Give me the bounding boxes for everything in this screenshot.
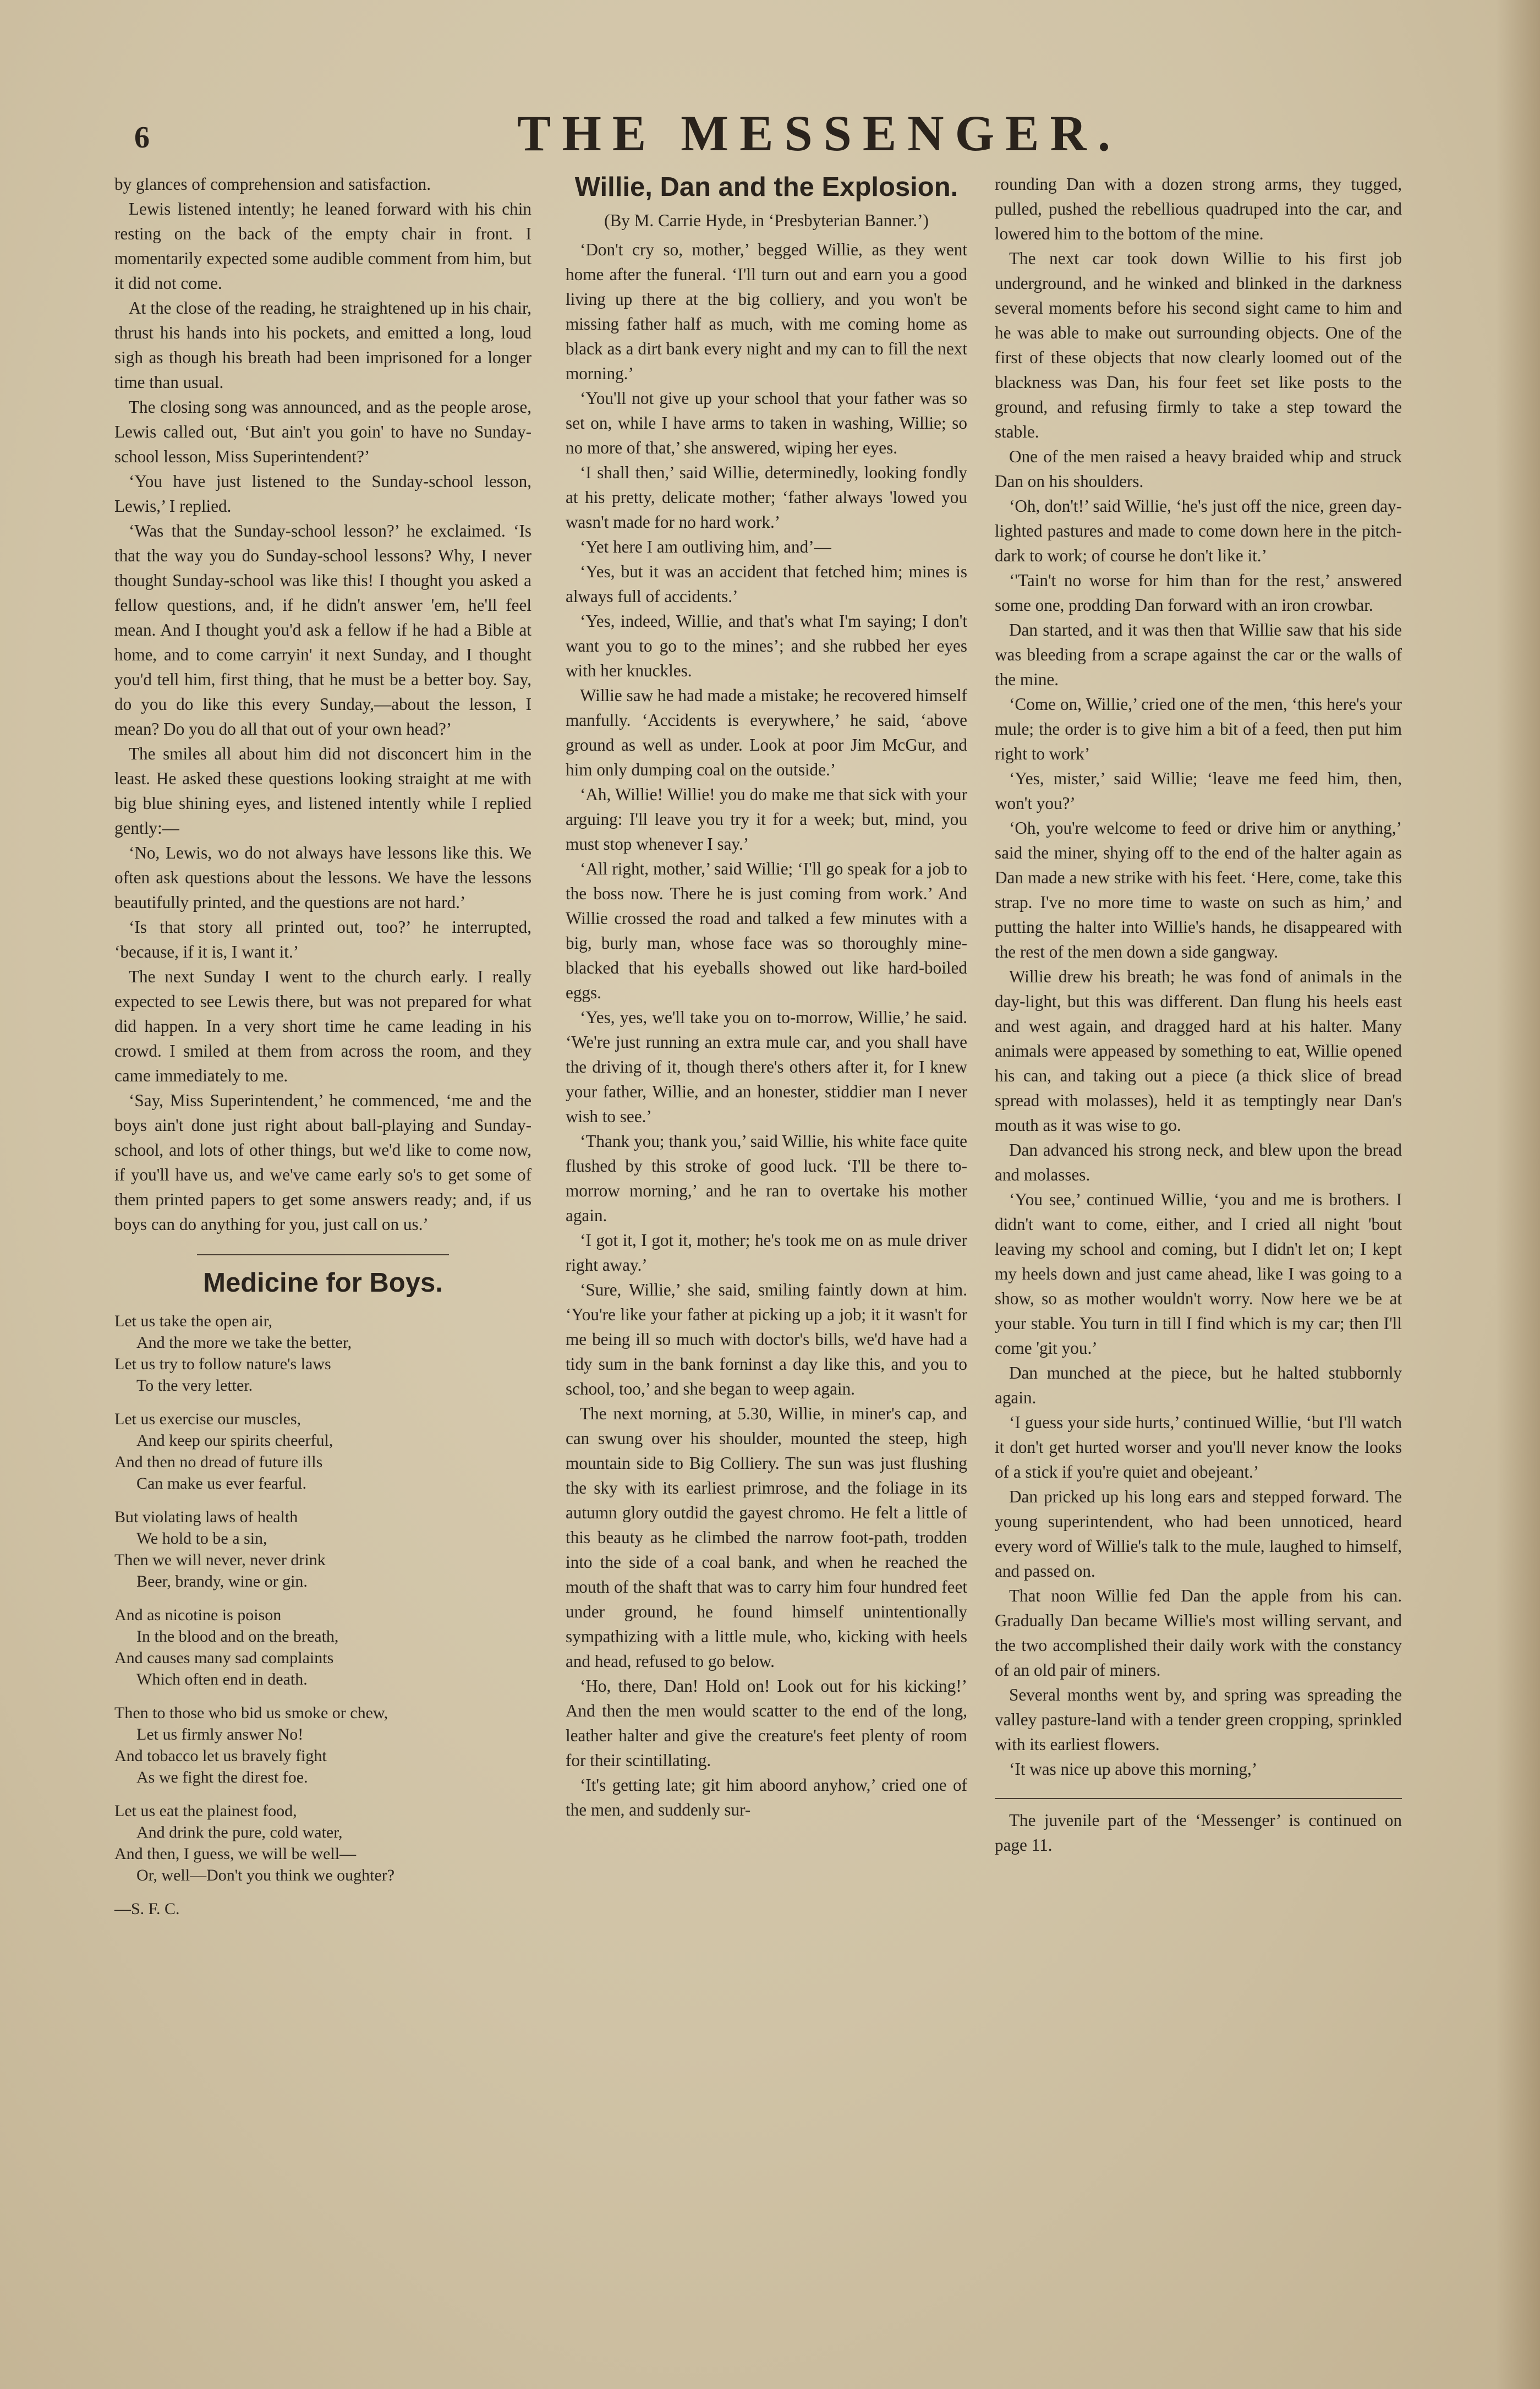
paragraph: rounding Dan with a dozen strong arms, they tugged, pulled, pushed the rebellious quadruped into the car, and lowered him to the bottom of the mine. xyxy=(995,174,1402,243)
poem-stanza xyxy=(114,1604,531,1690)
paragraph: ‘You see,’ continued Willie, ‘you and me is brothers. I didn't want to come, either, and I cried all night 'bout leaving my school and coming, but I didn't let on; I kept my heels down and just came ahead, like I was going to a show, so as mother wouldn't worry. Now here we be at your stable. You turn in till I find which is my car; then I'll come 'git you.’ xyxy=(995,1190,1402,1358)
poem-line: As we fight the direst foe. xyxy=(136,1768,308,1786)
poem-line: But violating laws of health xyxy=(114,1508,298,1526)
paragraph: Lewis listened intently; he leaned forward with his chin resting on the back of the empty chair in front. I momentarily expected some audible comment from him, but it did not come. xyxy=(114,199,531,293)
paragraph: ‘You have just listened to the Sunday-school lesson, Lewis,’ I replied. xyxy=(114,472,531,516)
paragraph: At the close of the reading, he straightened up in his chair, thrust his hands into his pockets, and emitted a long, loud sigh as though his breath had been imprisoned for a longer time than usual. xyxy=(114,298,531,392)
story-body-continued xyxy=(995,172,1402,1781)
poem-line: Beer, brandy, wine or gin. xyxy=(136,1572,308,1590)
paragraph: ‘Come on, Willie,’ cried one of the men, ‘this here's your mule; the order is to give him a bit of a feed, then put him right to work’ xyxy=(995,695,1402,763)
paragraph: Willie saw he had made a mistake; he recovered himself manfully. ‘Accidents is everywhere,’ he said, ‘above ground as well as under. Look at poor Jim McGur, and him only dumping coal on the outside.’ xyxy=(566,686,967,779)
poem-line: Which often end in death. xyxy=(136,1670,308,1688)
paragraph: Dan advanced his strong neck, and blew upon the bread and molasses. xyxy=(995,1140,1402,1184)
poem-signature: —S. F. C. xyxy=(114,1900,180,1918)
paragraph: ‘I shall then,’ said Willie, determinedly, looking fondly at his pretty, delicate mother; ‘father always 'lowed you wasn't made for no hard work.’ xyxy=(566,463,967,532)
poem-line: And then no dread of future ills xyxy=(114,1453,323,1471)
section-divider xyxy=(197,1248,449,1255)
paragraph: The next morning, at 5.30, Willie, in miner's cap, and can swung over his shoulder, mounted the steep, high mountain side to Big Colliery. The sun was just flushing the sky with its earliest primrose, and the foliage in its autumn glory outdid the gayest chromo. He felt a little of this beauty as he climbed the narrow foot-path, trodden into the side of a coal bank, and when he reached the mouth of the shaft that was to carry him four hundred feet under ground, he found himself unintentionally sympathizing with a little mule, who, kicking with heels and head, refused to go below. xyxy=(566,1404,967,1671)
continuation-note: The juvenile part of the ‘Messenger’ is continued on page 11. xyxy=(995,1811,1402,1855)
paragraph: ‘Oh, you're welcome to feed or drive him or anything,’ said the miner, shying off to the end of the halter again as Dan made a new strike with his feet. ‘Here, come, take this strap. I've no more time to waste on such as him,’ and putting the halter into Willie's hands, he disappeared with the rest of the men down a side gangway. xyxy=(995,818,1402,961)
poem-line: Can make us ever fearful. xyxy=(136,1474,307,1493)
paragraph: The closing song was announced, and as the people arose, Lewis called out, ‘But ain't you goin' to have no Sunday-school lesson, Miss Superintendent?’ xyxy=(114,397,531,466)
poem-line: Then to those who bid us smoke or chew, xyxy=(114,1704,388,1722)
story-continuation xyxy=(114,172,531,1237)
poem-line: Or, well—Don't you think we oughter? xyxy=(136,1866,395,1884)
paragraph: ‘Ah, Willie! Willie! you do make me that sick with your arguing: I'll leave you try it for a week; but, mind, you must stop whenever I say.’ xyxy=(566,785,967,854)
poem-line: Let us exercise our muscles, xyxy=(114,1410,302,1428)
paragraph: ‘Yes, mister,’ said Willie; ‘leave me feed him, then, won't you?’ xyxy=(995,769,1402,813)
masthead-title: THE MESSENGER. xyxy=(517,105,1121,161)
page-edge-shadow xyxy=(1496,0,1540,2389)
paragraph: ‘Thank you; thank you,’ said Willie, his white face quite flushed by this stroke of good luck. ‘I'll be there to-morrow morning,’ and he ran to overtake his mother again. xyxy=(566,1131,967,1225)
paragraph: ‘No, Lewis, wo do not always have lessons like this. We often ask questions about the lessons. We have the lessons beautifully printed, and the questions are not hard.’ xyxy=(114,843,531,912)
paragraph: Dan munched at the piece, but he halted stubbornly again. xyxy=(995,1363,1402,1407)
paragraph: ‘Say, Miss Superintendent,’ he commenced, ‘me and the boys ain't done just right about ball-playing and Sunday-school, and lots of other things, but we'd like to come now, if you'll have us, and we've came early so's to get some of them printed papers to get some answers ready; and, if us boys can do anything for you, just call on us.’ xyxy=(114,1091,531,1234)
paragraph: ‘It was nice up above this morning,’ xyxy=(1009,1759,1258,1779)
poem-line: And keep our spirits cheerful, xyxy=(136,1431,333,1450)
poem-line: And causes many sad complaints xyxy=(114,1649,334,1667)
paragraph: Several months went by, and spring was spreading the valley pasture-land with a tender green cropping, sprinkled with its earliest flowers. xyxy=(995,1685,1402,1754)
paragraph: ‘I got it, I got it, mother; he's took me on as mule driver right away.’ xyxy=(566,1231,967,1275)
poem-stanza xyxy=(114,1310,531,1396)
poem-line: Let us eat the plainest food, xyxy=(114,1802,297,1820)
paragraph: The next car took down Willie to his first job underground, and he winked and blinked in the darkness several moments before his second sight came to him and he was able to make out surrounding objects. One of the first of these objects that now clearly loomed out of the blackness was Dan, his four feet set like posts to the ground, and refusing firmly to take a step toward the stable. xyxy=(995,249,1402,441)
paragraph: ‘Ho, there, Dan! Hold on! Look out for his kicking!’ And then the men would scatter to the end of the long, leather halter and give the creature's feet plenty of room for their scintillating. xyxy=(566,1676,967,1770)
paragraph: ‘It's getting late; git him aboord anyhow,’ cried one of the men, and suddenly sur- xyxy=(566,1775,967,1819)
story-title: Willie, Dan and the Explosion. xyxy=(574,172,958,202)
paragraph: ‘Is that story all printed out, too?’ he interrupted, ‘because, if it is, I want it.’ xyxy=(114,917,531,961)
poem-stanza xyxy=(114,1702,531,1788)
paragraph: ‘Yes, yes, we'll take you on to-morrow, Willie,’ he said. ‘We're just running an extra mule car, and you shall have the driving of it, though there's others after it, for I knew your father, Willie, and an honester, stiddier man I never wish to see.’ xyxy=(566,1008,967,1126)
paragraph: ‘Was that the Sunday-school lesson?’ he exclaimed. ‘Is that the way you do Sunday-school lessons? Why, I never thought Sunday-school was like this! I thought you asked a fellow questions, and, if he didn't answer 'em, he'll feel mean. And I thought you'd ask a fellow if he had a Bible at home, and to come carryin' it next Sunday, and I thought you'd tell him, first thing, that he must be a better boy. Say, do you do like this every Sunday,—about the lesson, I mean? Do you do all that out of your own head?’ xyxy=(114,521,531,739)
paragraph: The next Sunday I went to the church early. I really expected to see Lewis there, but was not prepared for what did happen. In a very short time he came leading in his crowd. I smiled at them from across the room, and they came immediately to me. xyxy=(114,967,531,1085)
paragraph: ‘Yes, indeed, Willie, and that's what I'm saying; I don't want you to go to the mines’; and she rubbed her eyes with her knuckles. xyxy=(566,611,967,680)
paragraph: ‘Oh, don't!’ said Willie, ‘he's just off the nice, green day-lighted pastures and made to come down here in the pitch-dark to work; of course he don't like it.’ xyxy=(995,496,1402,565)
poem-line: To the very letter. xyxy=(136,1376,253,1395)
paragraph: ‘'Tain't no worse for him than for the rest,’ answered some one, prodding Dan forward with an iron crowbar. xyxy=(995,571,1402,615)
poem-line: And drink the pure, cold water, xyxy=(136,1823,343,1841)
column-1 xyxy=(114,172,531,1920)
poem-line: Then we will never, never drink xyxy=(114,1551,326,1569)
paragraph: ‘Yet here I am outliving him, and’— xyxy=(580,537,831,556)
story-body xyxy=(566,237,967,1822)
poem-line: In the blood and on the breath, xyxy=(136,1627,339,1645)
poem-stanza xyxy=(114,1408,531,1494)
poem-title: Medicine for Boys. xyxy=(203,1268,443,1298)
paragraph: Willie drew his breath; he was fond of animals in the day-light, but this was different. Dan flung his heels east and west again, and dragged hard at his halter. Many animals were appeased by something to eat, Willie opened his can, and taking out a piece (a thick slice of bread spread with molasses), held it as temptingly near Dan's mouth as it was wise to go. xyxy=(995,967,1402,1135)
story-byline: (By M. Carrie Hyde, in ‘Presbyterian Banner.’) xyxy=(604,211,929,230)
paragraph: ‘All right, mother,’ said Willie; ‘I'll go speak for a job to the boss now. There he is just coming from work.’ And Willie crossed the road and talked a few minutes with a big, burly man, whose face was so thoroughly mine-blacked that his eyeballs showed out like hard-boiled eggs. xyxy=(566,859,967,1002)
poem-line: Let us firmly answer No! xyxy=(136,1725,304,1743)
paragraph: ‘You'll not give up your school that your father was so set on, while I have arms to taken in washing, Willie; so no more of that,’ she answered, wiping her eyes. xyxy=(566,389,967,457)
paragraph: ‘I guess your side hurts,’ continued Willie, ‘but I'll watch it don't get hurted worser and you'll never know the looks of a stick if you're quiet and obejeant.’ xyxy=(995,1413,1402,1481)
paragraph: That noon Willie fed Dan the apple from his can. Gradually Dan became Willie's most willing servant, and the two accomplished their daily work with the constancy of an old pair of miners. xyxy=(995,1586,1402,1680)
poem-line: Let us try to follow nature's laws xyxy=(114,1355,331,1373)
note-divider xyxy=(995,1798,1402,1799)
poem-line: And tobacco let us bravely fight xyxy=(114,1747,327,1765)
poem-stanza xyxy=(114,1800,531,1886)
poem-line: And then, I guess, we will be well— xyxy=(114,1845,357,1863)
poem-line: We hold to be a sin, xyxy=(136,1529,267,1548)
poem-line: And the more we take the better, xyxy=(136,1333,352,1352)
column-3 xyxy=(995,172,1402,1857)
page-number: 6 xyxy=(134,121,150,155)
poem-line: And as nicotine is poison xyxy=(114,1606,282,1624)
paragraph: ‘Yes, but it was an accident that fetched him; mines is always full of accidents.’ xyxy=(566,562,967,606)
paragraph: ‘Don't cry so, mother,’ begged Willie, as they went home after the funeral. ‘I'll turn out and earn you a good living up there at the big colliery, and you won't be missing father half as much, with me coming home as black as a dirt bank every night and my can to fill the next morning.’ xyxy=(566,240,967,383)
paragraph: Dan started, and it was then that Willie saw that his side was bleeding from a scrape against the car or the walls of the mine. xyxy=(995,620,1402,689)
poem-line: Let us take the open air, xyxy=(114,1312,273,1330)
paragraph: One of the men raised a heavy braided whip and struck Dan on his shoulders. xyxy=(995,447,1402,491)
poem-stanza xyxy=(114,1506,531,1592)
paragraph: The smiles all about him did not disconcert him in the least. He asked these questions looking straight at me with big blue shining eyes, and listened intently while I replied gently:— xyxy=(114,744,531,838)
paragraph: ‘Sure, Willie,’ she said, smiling faintly down at him. ‘You're like your father at picking up a job; it it wasn't for me being ill so much with doctor's bills, we'd have had a tidy sum in the bank forninst a day like this, and you to school, too,’ and she began to weep again. xyxy=(566,1280,967,1398)
column-2 xyxy=(566,172,967,1822)
paragraph: by glances of comprehension and satisfaction. xyxy=(114,174,431,194)
poem-body xyxy=(114,1310,531,1886)
paragraph: Dan pricked up his long ears and stepped forward. The young superintendent, who had been unnoticed, heard every word of Willie's talk to the mule, laughed to himself, and passed on. xyxy=(995,1487,1402,1581)
